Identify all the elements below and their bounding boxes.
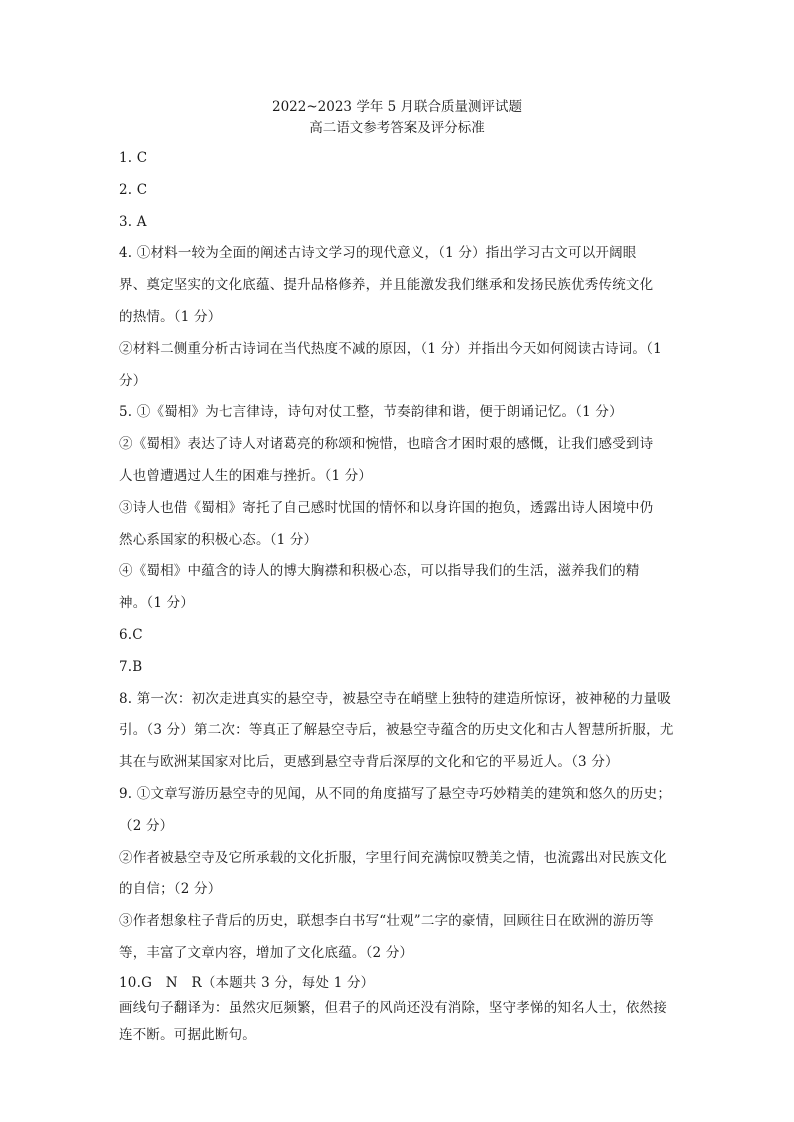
- answer-line: 画线句子翻译为：虽然灾厄频繁，但君子的风尚还没有消除，坚守孝悌的知名人士，依然接: [119, 999, 667, 1016]
- title-block: [0, 97, 794, 139]
- answer-line: 引。（3 分）第二次：等真正了解悬空寺后，被悬空寺蕴含的历史文化和古人智慧所折服，尤: [119, 722, 674, 739]
- answer-line: 5. ①《蜀相》为七言律诗，诗句对仗工整，节奏韵律和谐，便于朗诵记忆。（1 分）: [119, 404, 623, 421]
- document-title: 2022~2023 学年 5 月联合质量测评试题: [272, 99, 522, 115]
- answer-line: ②《蜀相》表达了诗人对诸葛亮的称颂和惋惜，也暗含才困时艰的感慨，让我们感受到诗: [119, 436, 654, 453]
- answer-line: 9. ①文章写游历悬空寺的见闻，从不同的角度描写了悬空寺巧妙精美的建筑和悠久的历史；: [119, 785, 672, 802]
- answer-line: 3. A: [119, 213, 147, 230]
- answer-line: ③作者想象柱子背后的历史，联想李白书写“壮观”二字的豪情，回顾往日在欧洲的游历等: [119, 913, 654, 930]
- answer-line: 2. C: [119, 181, 148, 198]
- answer-line: ③诗人也借《蜀相》寄托了自己感时忧国的情怀和以身许国的抱负，透露出诗人困境中仍: [119, 499, 654, 516]
- answer-line: （2 分）: [119, 817, 174, 834]
- answer-line: 8. 第一次：初次走进真实的悬空寺，被悬空寺在峭壁上独特的建造所惊讶，被神秘的力量吸: [119, 690, 672, 707]
- answer-line: 然心系国家的积极心态。（1 分）: [119, 531, 318, 548]
- answer-line: 其在与欧洲某国家对比后，更感到悬空寺背后深厚的文化和它的平易近人。（3 分）: [119, 754, 619, 771]
- answer-line: 6.C: [119, 626, 143, 643]
- answer-line: 7.B: [119, 658, 143, 675]
- answer-line: 1. C: [119, 150, 148, 166]
- answer-line: 神。（1 分）: [119, 595, 195, 612]
- answer-line: 10.G N R（本题共 3 分，每处 1 分）: [119, 974, 375, 991]
- answer-line: ④《蜀相》中蕴含的诗人的博大胸襟和积极心态，可以指导我们的生活，滋养我们的精: [119, 563, 640, 580]
- answer-line: 等，丰富了文章内容，增加了文化底蕴。（2 分）: [119, 944, 414, 961]
- answer-line: ②材料二侧重分析古诗词在当代热度不减的原因，（1 分）并指出今天如何阅读古诗词。（1: [119, 340, 662, 357]
- answer-line: ②作者被悬空寺及它所承载的文化折服，字里行间充满惊叹赞美之情，也流露出对民族文化: [119, 849, 667, 866]
- answer-line: 连不断。可据此断句。: [119, 1026, 256, 1043]
- document-subtitle: 高二语文参考答案及评分标准: [309, 120, 485, 136]
- answer-line: 界、奠定坚实的文化底蕴、提升品格修养，并且能激发我们继承和发扬民族优秀传统文化: [119, 277, 654, 294]
- answer-line: 的自信；（2 分）: [119, 881, 222, 898]
- answer-line: 4. ①材料一较为全面的阐述古诗文学习的现代意义，（1 分）指出学习古文可以开阔眼: [119, 245, 637, 262]
- answer-line: 分）: [119, 372, 147, 389]
- answer-content: [119, 143, 679, 1052]
- answer-line: 的热情。（1 分）: [119, 308, 222, 325]
- answer-line: 人也曾遭遇过人生的困难与挫折。（1 分）: [119, 467, 373, 484]
